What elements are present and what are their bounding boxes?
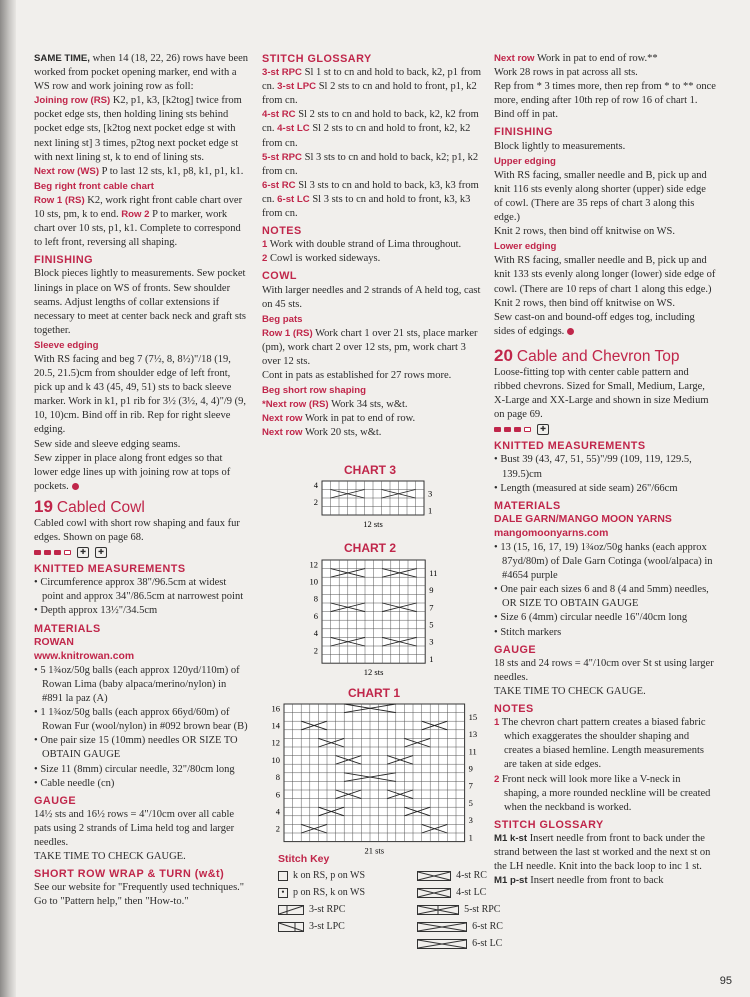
yarn-brand: DALE GARN/MANGO MOON YARNS (494, 513, 672, 525)
paragraph: With RS facing and beg 7 (7½, 8, 8½)"/18 (19, 20.5, 21.5)cm from shoulder edge of left front, pick up and k 43 (45, 49, 51) sts to back sleeve marker. Work in k1, p1 rib for 3½ (3½, 4, 4)"/9 (9, 10, 10)cm. Bind off in rib. Rep for right sleeve edging. (34, 353, 247, 436)
row-label: 7 (468, 780, 473, 791)
column-left (34, 52, 248, 909)
row-label: 6 (313, 610, 318, 621)
stitch-key-col1 (278, 867, 365, 952)
chart1-grid (262, 702, 488, 860)
paragraph: With RS facing, smaller needle and B, pick up and knit 133 sts evenly along longer (lower) side edge of cowl. (There are 10 reps of chart 1 along this edge.) (494, 255, 716, 295)
stitch-key-col2 (377, 867, 503, 952)
paragraph: See our website for "Frequently used techniques." Go to "Pattern help," then "How-to." (34, 882, 245, 908)
list-item: • One pair size 15 (10mm) needles OR SIZE TO OBTAIN GAUGE (34, 735, 238, 761)
row-label: 11 (429, 567, 438, 578)
row-label: 11 (468, 746, 477, 757)
key-item: • p on RS, k on WS (278, 884, 365, 901)
chart2-grid (300, 558, 440, 682)
key-item: k on RS, p on WS (278, 867, 365, 884)
skill-icon: ✚ (95, 547, 107, 558)
cable-6st-rc-icon (417, 922, 467, 932)
list-item: • Bust 39 (43, 47, 51, 55)"/99 (109, 119, 129.5, 139.5)cm (494, 454, 692, 480)
paragraph: Joining row (RS) K2, p1, k3, [k2tog] twice from pocket edge sts, then holding lining sts behind pocket edge sts, [k2tog next pocket edge st with next lining st] 3 times, p2tog next pocket edge st with next lining st, k to end of lining sts. (34, 95, 242, 163)
row-label: 12 (271, 737, 280, 748)
glossary-entry: 4-st RC Sl 2 sts to cn and hold to back, k2, k2 from cn. 4-st LC Sl 2 sts to cn and hold to front, k2, k2 from cn. (262, 109, 479, 149)
section-heading: GAUGE (34, 794, 77, 807)
subheading: Sleeve edging (34, 339, 99, 351)
list-item: • 13 (15, 16, 17, 19) 1¾oz/50g hanks (each approx 87yd/80m) of Dale Garn Cotinga (wool/alpaca) in #4654 purple (494, 542, 713, 582)
chart1-title: CHART 1 (347, 686, 400, 700)
row-label: 1 (429, 653, 434, 664)
skill-icon: ✚ (77, 547, 89, 558)
paragraph: Sew cast-on and bound-off edges tog, including sides of edgings. (494, 311, 695, 337)
pattern-title: 19 Cabled Cowl (34, 496, 145, 516)
glossary-entry: 3-st RPC Sl 1 st to cn and hold to back, k2, p1 from cn. 3-st LPC Sl 2 sts to cn and hold to front, p1, k2 from cn. (262, 67, 482, 107)
note: 1 Work with double strand of Lima throughout. (262, 239, 462, 251)
end-bullet-icon (567, 328, 574, 335)
section-heading: COWL (262, 270, 297, 283)
stitch-count-label: 12 sts (363, 667, 384, 678)
yarn-website-link[interactable]: mangomoonyarns.com (494, 527, 609, 539)
paragraph: Knit 2 rows, then bind off knitwise on WS. (494, 297, 676, 309)
pattern-description: Loose-fitting top with center cable pattern and ribbed chevrons. Sized for Small, Medium, Large, X-Large and XX-Large and shown in size Medium on page 69. (494, 366, 709, 421)
cable-4st-lc-icon (417, 888, 451, 898)
stitch-count-label: 12 sts (363, 519, 383, 529)
paragraph: Row 1 (RS) Work chart 1 over 21 sts, place marker (pm), work chart 2 over 12 sts, pm, work chart 3 over 12 sts. (262, 327, 478, 367)
list-item: • Size 11 (8mm) circular needle, 32"/80cm long (34, 763, 235, 775)
pattern-title: 20 Cable and Chevron Top (494, 345, 680, 365)
pattern-description: Cabled cowl with short row shaping and faux fur edges. Shown on page 68. (34, 518, 240, 544)
list-item: • Size 6 (4mm) circular needle 16"/40cm long (494, 612, 688, 624)
paragraph: Rep from * 3 times more, then rep from * to ** once more, ending after 10th rep of row 16 of chart 1. (494, 81, 716, 107)
section-heading: KNITTED MEASUREMENTS (34, 563, 186, 576)
row-label: 16 (271, 703, 280, 714)
paragraph: TAKE TIME TO CHECK GAUGE. (494, 685, 646, 697)
row-label: 10 (271, 754, 280, 765)
section-heading: KNITTED MEASUREMENTS (494, 440, 646, 453)
row-label: 9 (429, 585, 434, 596)
paragraph: Block pieces lightly to measurements. Sew pocket linings in place on WS of fronts. Sew shoulder seams. Adjust lengths of collar extensions if necessary to meet at center back neck and graft sts together. (34, 268, 246, 336)
list-item: • One pair each sizes 6 and 8 (4 and 5mm) needles, OR SIZE TO OBTAIN GAUGE (494, 584, 709, 610)
paragraph: SAME TIME, when 14 (18, 22, 26) rows have been worked from pocket opening marker, end with a WS row and work joining row as foll: (34, 53, 249, 93)
section-heading: STITCH GLOSSARY (262, 53, 372, 65)
list-item: • Circumference approx 38"/96.5cm at widest point and approx 34"/86.5cm at narrowest point (34, 577, 244, 603)
row-label: 9 (468, 763, 473, 774)
skill-icon: ✚ (537, 424, 549, 435)
paragraph: Sew zipper in place along front edges so that lower edge lines up with joining row at tops of pockets. (34, 452, 231, 492)
subheading: Beg short row shaping (262, 385, 366, 397)
subheading: Beg pats (262, 313, 303, 325)
paragraph: Work 28 rows in pat across all sts. (494, 67, 638, 79)
row-label: 1 (468, 832, 473, 843)
note: 2 Front neck will look more like a V-neck in shaping, a more rounded neckline will be created when the neckband is worked. (494, 773, 711, 813)
section-heading: GAUGE (494, 643, 537, 656)
row-label: 1 (428, 505, 433, 516)
row-label: 4 (313, 628, 318, 639)
key-item: 4-st LC (377, 884, 503, 901)
row-label: 14 (271, 720, 280, 731)
paragraph: Next row Work in pat to end of row.** (494, 53, 658, 64)
stitch-key-title: Stitch Key (278, 853, 330, 865)
glossary-entry: 5-st RPC Sl 3 sts to cn and hold to back, k2; p1, k2 from cn. (262, 151, 479, 177)
stitch-key (278, 853, 503, 952)
paragraph: Next row Work 20 sts, w&t. (262, 427, 382, 439)
row-label: 2 (313, 497, 318, 508)
cable-3st-lpc-icon (278, 922, 304, 932)
key-item: 6-st LC (377, 935, 503, 952)
skill-level-indicator (34, 547, 248, 558)
knit-square-icon (278, 871, 288, 881)
row-label: 6 (275, 789, 280, 800)
row-label: 4 (275, 806, 280, 817)
key-item: 4-st RC (377, 867, 503, 884)
key-item: 5-st RPC (377, 901, 503, 918)
row-label: 5 (429, 619, 434, 630)
measurements-list (34, 576, 248, 618)
yarn-brand: ROWAN (34, 636, 74, 648)
materials-list (34, 664, 248, 791)
glossary-entry: M1 k-st Insert needle from front to back under the strand between the last st worked and the next st on the LH needle. Knit into the back loop to inc 1 st. M1 p-st Insert needle from front to back (494, 832, 711, 887)
cable-5st-rpc-icon (417, 905, 459, 915)
yarn-website-link[interactable]: www.knitrowan.com (34, 650, 135, 662)
purl-dot-icon: • (278, 888, 288, 898)
paragraph: Next row Work in pat to end of row. (262, 413, 416, 425)
list-item: • 5 1¾oz/50g balls (each approx 120yd/110m) of Rowan Lima (baby alpaca/merino/nylon) in #891 la paz (A) (34, 664, 240, 705)
chart2-title: CHART 2 (343, 541, 396, 555)
list-item: • Stitch markers (494, 626, 562, 638)
section-heading: FINISHING (34, 254, 94, 267)
book-binding-shadow (0, 0, 16, 997)
row-label: 10 (309, 576, 318, 587)
list-item: • Depth approx 13½"/34.5cm (34, 605, 158, 617)
glossary-entry: 6-st RC Sl 3 sts to cn and hold to back, k3, k3 from cn. 6-st LC Sl 3 sts to cn and hold to front, k3, k3 from cn. (262, 179, 479, 220)
paragraph: Knit 2 rows, then bind off knitwise on WS. (494, 226, 676, 238)
section-heading: STITCH GLOSSARY (494, 818, 604, 831)
row-label: 3 (428, 488, 433, 499)
paragraph: Cont in pats as established for 27 rows more. (262, 370, 452, 382)
row-label: 3 (429, 636, 434, 647)
list-item: • Length (measured at side seam) 26"/66cm (494, 482, 678, 494)
key-item: 3-st RPC (278, 901, 365, 918)
paragraph: Block lightly to measurements. (494, 140, 626, 152)
page-number: 95 (719, 975, 732, 987)
row-label: 2 (275, 823, 280, 834)
row-label: 4 (313, 480, 318, 491)
skill-level-indicator (494, 424, 716, 435)
paragraph: With RS facing, smaller needle and B, pick up and knit 116 sts evenly along shorter (upper) side edge of cowl. (There are 35 reps of chart 3 along this edge.) (494, 169, 707, 224)
row-label: 2 (313, 645, 318, 656)
subheading: Lower edging (494, 241, 557, 253)
subheading: Upper edging (494, 155, 556, 167)
cable-3st-rpc-icon (278, 905, 304, 915)
note: 1 The chevron chart pattern creates a biased fabric which exaggerates the shoulder shaping and creates a biased hemline. Length measurements are taken at side edges. (494, 717, 706, 771)
row-label: 5 (468, 797, 473, 808)
row-label: 12 (309, 559, 318, 570)
paragraph: 18 sts and 24 rows = 4"/10cm over St st using larger needles. (494, 657, 714, 683)
subheading: Beg right front cable chart (34, 180, 154, 192)
paragraph: Sew side and sleeve edging seams. (34, 438, 181, 450)
row-label: 8 (275, 772, 280, 783)
section-heading: NOTES (494, 703, 534, 716)
list-item: • Cable needle (cn) (34, 777, 115, 789)
paragraph: Next row (WS) P to last 12 sts, k1, p8, k1, p1, k1. (34, 165, 244, 177)
row-label: 13 (468, 729, 478, 740)
paragraph: *Next row (RS) Work 34 sts, w&t. (262, 399, 408, 411)
paragraph: Row 1 (RS) K2, work right front cable chart over 10 sts, pm, k to end. Row 2 P to marker, work chart over 10 sts, p1, k1. Complete to correspond to left front, reversing all shaping. (34, 194, 243, 249)
section-heading: FINISHING (494, 126, 554, 139)
paragraph: TAKE TIME TO CHECK GAUGE. (34, 851, 186, 863)
cable-6st-lc-icon (417, 939, 467, 949)
section-heading: SHORT ROW WRAP & TURN (w&t) (34, 868, 225, 881)
note: 2 Cowl is worked sideways. (262, 253, 381, 265)
row-label: 3 (468, 815, 473, 826)
key-item: 3-st LPC (278, 918, 365, 935)
paragraph: Bind off in pat. (494, 109, 558, 121)
column-middle (262, 52, 482, 441)
row-label: 15 (468, 711, 478, 722)
chart3-grid (300, 479, 440, 535)
paragraph: With larger needles and 2 strands of A held tog, cast on 45 sts. (262, 284, 481, 310)
section-heading: MATERIALS (34, 622, 101, 635)
section-heading: MATERIALS (494, 499, 561, 512)
key-item: 6-st RC (377, 918, 503, 935)
paragraph: 14½ sts and 16½ rows = 4"/10cm over all cable pats using 2 strands of Lima held tog and larger needles. (34, 808, 235, 848)
list-item: • 1 1¾oz/50g balls (each approx 66yd/60m) of Rowan Fur (wool/nylon) in #092 brown bear (B) (34, 707, 248, 733)
cable-4st-rc-icon (417, 871, 451, 881)
end-bullet-icon (72, 483, 79, 490)
section-heading: NOTES (262, 225, 302, 238)
column-right (494, 52, 716, 888)
row-label: 7 (429, 602, 434, 613)
stitch-count-label: 21 sts (364, 845, 385, 856)
row-label: 8 (313, 593, 318, 604)
chart3-title: CHART 3 (343, 463, 396, 477)
